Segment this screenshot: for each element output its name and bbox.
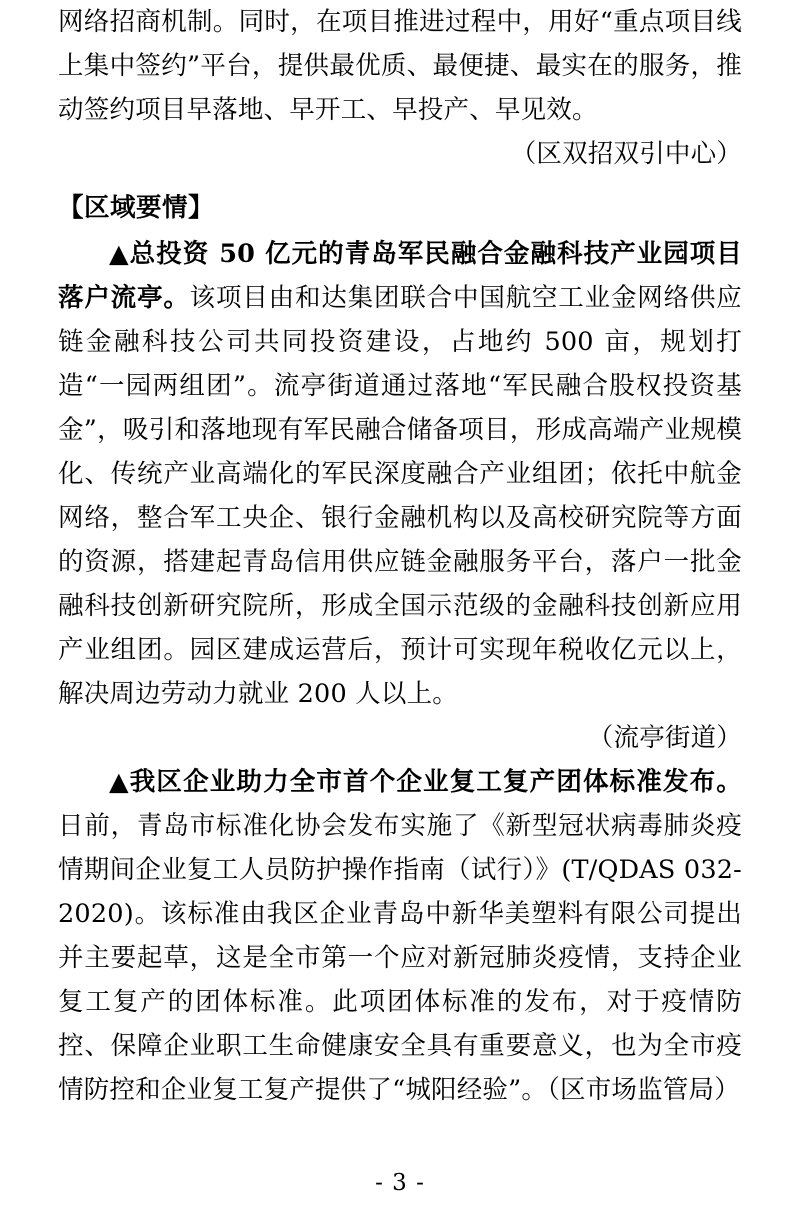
news-item-2-attribution: （区市场监管局）	[547, 1075, 740, 1105]
news-item-2-body: 日前，青岛市标准化协会发布实施了《新型冠状病毒肺炎疫情期间企业复工人员防护操作指南（试行）》(T/QDAS 032-2020)。该标准由我区企业青岛中新华美塑料有限公司提出并主要起草，这是全市第一个应对新冠肺炎疫情，支持企业复工复产的团体标准。此项团体标准的发布，对于疫情防控、保障企业职工生命健康安全具有重要意义，也为全市疫情防控和企业复工复产提供了“城阳经验”。	[58, 811, 742, 1105]
news-item-1-body: 该项目由和达集团联合中国航空工业金网络供应链金融科技公司共同投资建设，占地约 500 亩，规划打造“一园两组团”。流亭街道通过落地“军民融合股权投资基金”，吸引和落地现有军民融合储备项目，形成高端产业规模化、传统产业高端化的军民深度融合产业组团；依托中航金网络，整合军工央企、银行金融机构以及高校研究院等方面的资源，搭建起青岛信用供应链金融服务平台，落户一批金融科技创新研究院所，形成全国示范级的金融科技创新应用产业组团。园区建成运营后，预计可实现年税收亿元以上，解决周边劳动力就业 200 人以上。	[58, 283, 742, 709]
news-item-2	[58, 760, 742, 1112]
top-paragraph-block	[58, 0, 742, 176]
news-item-2-paragraph	[58, 760, 742, 1112]
news-item-1-lead: ▲总投资 50 亿元的青岛军民融合金融科技产业园项目落户流亭。	[58, 239, 742, 313]
page-number: - 3 -	[375, 1170, 425, 1196]
news-item-1-paragraph	[58, 232, 742, 716]
news-item-1-attribution: （流亭街道）	[587, 723, 742, 753]
news-item-1	[58, 232, 742, 760]
news-item-2-lead: ▲我区企业助力全市首个企业复工复产团体标准发布。	[109, 767, 742, 797]
section-heading: 【区域要情】	[58, 193, 215, 223]
top-paragraph-text: 网络招商机制。同时，在项目推进过程中，用好“重点项目线上集中签约”平台，提供最优质、最便捷、最实在的服务，推动签约项目早落地、早开工、早投产、早见效。	[58, 7, 742, 125]
top-paragraph-attribution: （区双招双引中心）	[510, 139, 742, 169]
